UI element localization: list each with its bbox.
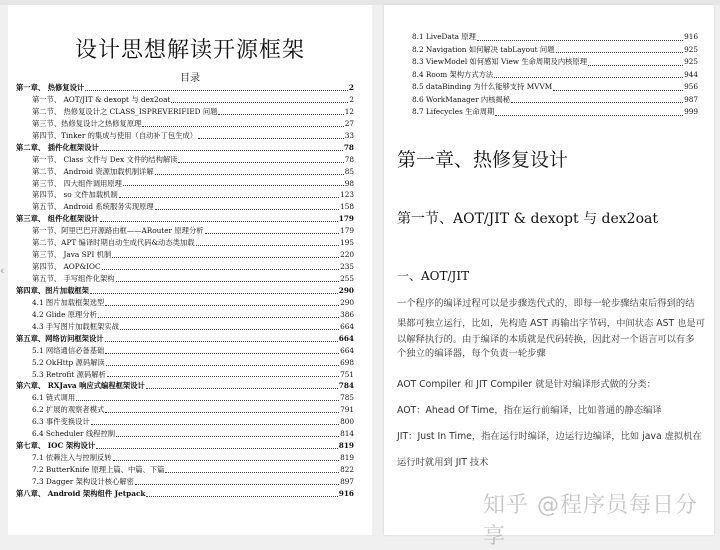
toc-entry-title: 7.1 依赖注入与控制反转 — [32, 453, 112, 463]
toc-section-entry[interactable] — [16, 416, 354, 428]
toc-leader-dots — [105, 404, 339, 413]
toc-entry-title: 8.6 WorkManager 内核揭秘 — [412, 94, 511, 104]
toc-section-entry[interactable] — [16, 178, 354, 190]
toc-entry-title: 4.2 Glide 原理分析 — [32, 309, 97, 319]
toc-entry-title: 8.4 Room 架构方式方法 — [412, 69, 494, 79]
toc-entry-title: 第五节、 手写组件化架构 — [32, 274, 115, 283]
toc-page-number: 123 — [340, 190, 354, 200]
toc-entry-title: 8.1 LiveData 原理 — [412, 32, 476, 41]
toc-entry-title: 6.2 扩展的观察者模式 — [32, 405, 105, 415]
toc-leader-dots — [113, 452, 339, 461]
previous-page-icon[interactable]: ‹ — [0, 264, 5, 277]
toc-heading: 目录 — [180, 73, 200, 84]
toc-entry-title: 第七章、 IOC 架构设计 — [16, 441, 96, 451]
toc-leader-dots — [76, 392, 339, 401]
toc-entry-title: 第四章、图片加载框架 — [16, 285, 89, 295]
toc-page-number: 664 — [340, 321, 354, 331]
toc-chapter-entry[interactable] — [16, 380, 354, 392]
toc-entry-title: 7.2 ButterKnife 原理上篇、中篇、下篇 — [32, 465, 165, 474]
toc-entry-title: 8.5 dataBinding 为什么能够支持 MVVM — [412, 82, 553, 91]
paragraph-line: 一个程序的编译过程可以是步骤迭代式的，即每一轮步骤结束后得到的结 — [397, 298, 695, 309]
toc-leader-dots — [107, 369, 339, 378]
toc-leader-dots — [85, 82, 348, 91]
toc-section-entry[interactable] — [16, 452, 354, 464]
toc-leader-dots — [511, 94, 683, 104]
right-page — [384, 5, 714, 535]
toc-section-entry[interactable] — [412, 56, 698, 69]
watermark: 知乎 @程序员每日分享 — [483, 493, 698, 549]
toc-page-number: 987 — [684, 94, 698, 104]
toc-section-entry[interactable] — [412, 44, 698, 57]
toc-entry-title: 8.2 Navigation 如何解决 tabLayout 问题 — [412, 44, 555, 54]
toc-section-entry[interactable] — [16, 357, 354, 369]
toc-leader-dots — [556, 44, 684, 54]
toc-leader-dots — [105, 345, 339, 354]
toc-page-number: 897 — [340, 476, 354, 486]
toc-leader-dots — [588, 56, 683, 66]
toc-leader-dots — [102, 261, 339, 270]
toc-section-entry[interactable] — [16, 309, 354, 321]
toc-leader-dots — [116, 428, 339, 437]
toc-entry-title: 第一节、阿里巴巴开源路由框——ARouter 原理分析 — [32, 226, 204, 236]
chapter-heading: 第一章、热修复设计 — [397, 149, 569, 171]
toc-section-entry[interactable] — [412, 69, 698, 82]
toc-chapter-entry[interactable] — [16, 440, 354, 452]
toc-page-number: 158 — [340, 202, 354, 212]
toc-leader-dots — [116, 273, 339, 282]
aot-line: AOT：Ahead Of Time，指在运行前编译，比如普通的静态编译 — [397, 405, 662, 416]
toc-leader-dots — [165, 464, 339, 473]
toc-page-number: 751 — [340, 369, 354, 379]
toc-leader-dots — [120, 321, 339, 330]
toc-chapter-entry[interactable] — [16, 285, 354, 297]
toc-chapter-entry[interactable] — [16, 82, 354, 94]
toc-entry-title: 第二章、 插件化框架设计 — [16, 142, 99, 152]
jit-line-2: 运行时就用到 JIT 技术 — [397, 457, 489, 468]
toc-leader-dots — [146, 380, 338, 389]
jit-line-1: JIT：Just In Time，指在运行时编译，边运行边编译，比如 java 虚拟机在 — [397, 431, 702, 442]
toc-section-entry[interactable] — [412, 31, 698, 44]
toc-leader-dots — [495, 106, 683, 116]
toc-entry-title: 第二节、 Android 资源加载机制详解 — [32, 166, 154, 176]
toc-page-number: 255 — [340, 274, 354, 283]
paragraph-line: 果都可独立运行，比如，先构造 AST 再输出字节码，中间状态 AST 也是可 — [397, 317, 706, 329]
toc-page-number: 12 — [344, 106, 354, 116]
toc-page-number: 791 — [340, 405, 354, 415]
toc-page-number: 386 — [340, 309, 354, 319]
toc-page-number: 78 — [343, 142, 354, 152]
toc-page-number: 179 — [338, 214, 354, 224]
table-of-contents-continued — [412, 31, 698, 119]
toc-leader-dots — [146, 488, 337, 497]
toc-entry-title: 第二节、APT 编译时期自动生成代码&动态类加载 — [32, 238, 195, 248]
toc-leader-dots — [198, 130, 344, 139]
toc-chapter-entry[interactable] — [16, 333, 354, 345]
toc-section-entry[interactable] — [412, 106, 698, 119]
toc-section-entry[interactable] — [16, 273, 354, 285]
sub-heading: 一、AOT/JIT — [397, 269, 470, 283]
toc-entry-title: 第五章、网络访问框架设计 — [16, 333, 104, 343]
toc-entry-title: 7.3 Dagger 架构设计核心解密 — [32, 476, 134, 486]
toc-chapter-entry[interactable] — [16, 213, 354, 225]
toc-page-number: 698 — [340, 357, 354, 367]
toc-entry-title: 4.3 手写图片加载框架实战 — [32, 321, 119, 331]
toc-page-number: 819 — [340, 453, 354, 463]
toc-page-number: 220 — [340, 250, 354, 260]
toc-page-number: 2 — [349, 94, 354, 104]
toc-section-entry[interactable] — [16, 404, 354, 416]
toc-section-entry[interactable] — [16, 154, 354, 166]
toc-page-number: 800 — [340, 417, 354, 427]
toc-leader-dots — [106, 357, 339, 366]
toc-page-number: 925 — [684, 44, 698, 54]
toc-page-number: 27 — [344, 118, 354, 128]
toc-chapter-entry[interactable] — [16, 142, 354, 154]
toc-section-entry[interactable] — [16, 130, 354, 142]
toc-section-entry[interactable] — [16, 106, 354, 118]
toc-page-number: 290 — [338, 285, 354, 295]
toc-leader-dots — [477, 31, 683, 41]
toc-leader-dots — [155, 166, 344, 175]
toc-leader-dots — [135, 476, 339, 485]
toc-entry-title: 6.4 Scheduler 线程控制 — [32, 429, 116, 439]
toc-entry-title: 第八章、 Android 架构组件 Jetpack — [16, 488, 146, 498]
body-paragraph — [397, 294, 707, 361]
table-of-contents — [16, 82, 354, 500]
toc-leader-dots — [553, 81, 683, 91]
toc-page-number: 235 — [340, 262, 354, 272]
toc-leader-dots — [196, 237, 340, 246]
toc-leader-dots — [142, 118, 343, 127]
toc-leader-dots — [96, 440, 338, 449]
toc-page-number: 195 — [340, 238, 354, 248]
toc-page-number: 785 — [340, 393, 354, 403]
toc-entry-title: 第六章、 RXJava 响应式编程框架设计 — [16, 381, 145, 391]
toc-page-number: 784 — [338, 381, 354, 391]
document-title: 设计思想解读开源框架 — [74, 38, 305, 63]
toc-page-number: 664 — [340, 345, 354, 355]
toc-page-number: 916 — [338, 488, 354, 498]
toc-leader-dots — [91, 416, 339, 425]
toc-leader-dots — [155, 201, 339, 210]
toc-page-number: 916 — [684, 32, 698, 41]
toc-leader-dots — [105, 297, 339, 306]
toc-leader-dots — [98, 309, 339, 318]
toc-leader-dots — [90, 285, 338, 294]
toc-section-entry[interactable] — [16, 345, 354, 357]
toc-entry-title: 8.3 ViewModel 如何感知 View 生命周期及内核原理 — [412, 57, 588, 66]
toc-leader-dots — [100, 213, 338, 222]
toc-entry-title: 5.1 网络通信必备基础 — [32, 345, 105, 355]
toc-page-number: 33 — [344, 130, 354, 140]
toc-leader-dots — [205, 225, 340, 234]
toc-leader-dots — [105, 333, 338, 342]
toc-section-entry[interactable] — [16, 201, 354, 213]
toc-leader-dots — [100, 142, 343, 151]
toc-page-number: 999 — [684, 107, 698, 116]
toc-section-entry[interactable] — [16, 249, 354, 261]
toc-leader-dots — [112, 249, 339, 258]
toc-leader-dots — [178, 154, 343, 163]
toc-entry-title: 5.3 Retrofit 源码解析 — [32, 369, 106, 379]
toc-page-number: 98 — [344, 178, 354, 188]
toc-entry-title: 第四节、 AOP&IOC — [32, 262, 101, 272]
toc-page-number: 822 — [340, 465, 354, 474]
toc-entry-title: 8.7 Lifecycles 生命周期 — [412, 107, 495, 116]
toc-entry-title: 6.3 事件变换设计 — [32, 417, 90, 427]
toc-entry-title: 第二节、 热修复设计之 CLASS_ISPREVERIFIED 问题 — [32, 106, 218, 116]
toc-entry-title: 6.1 链式调用 — [32, 393, 76, 403]
paragraph-line: 以解释执行的。由于编译的本质就是代码转换，因此对一个语言可以有多 — [397, 334, 695, 345]
toc-section-entry[interactable] — [412, 81, 698, 94]
toc-section-entry[interactable] — [16, 94, 354, 106]
toc-section-entry[interactable] — [16, 476, 354, 488]
toc-entry-title: 第一节、 AOT/JIT & dexopt 与 dex2oat — [32, 94, 171, 104]
toc-page-number: 85 — [344, 166, 354, 176]
toc-section-entry[interactable] — [16, 189, 354, 201]
toc-section-entry[interactable] — [16, 392, 354, 404]
toc-page-number: 925 — [684, 57, 698, 66]
toc-entry-title: 第一节、 Class 文件与 Dex 文件的结构解读 — [32, 154, 178, 164]
paragraph-line: 个独立的编译器，每个负责一轮步骤 — [397, 348, 546, 359]
toc-section-entry[interactable] — [412, 94, 698, 107]
toc-page-number: 179 — [340, 226, 354, 236]
toc-leader-dots — [119, 189, 339, 198]
toc-page-number: 956 — [684, 82, 698, 91]
toc-page-number: 664 — [338, 333, 354, 343]
toc-leader-dots — [218, 106, 343, 115]
toc-page-number: 814 — [340, 429, 354, 439]
toc-section-entry[interactable] — [16, 261, 354, 273]
toc-leader-dots — [123, 178, 344, 187]
toc-entry-title: 第五节、 Android 系统服务实现原理 — [32, 202, 154, 212]
toc-leader-dots — [171, 94, 348, 103]
aot-jit-line: AOT Compiler 和 JIT Compiler 就是针对编译形式做的分类： — [397, 379, 656, 390]
toc-page-number: 290 — [340, 297, 354, 307]
toc-entry-title: 5.2 OkHttp 源码解读 — [32, 357, 105, 367]
toc-entry-title: 第三章、 组件化框架设计 — [16, 214, 99, 224]
toc-section-entry[interactable] — [16, 369, 354, 381]
toc-leader-dots — [494, 69, 683, 79]
toc-entry-title: 第四节、Tinker 的集成与使用（自动补丁包生成） — [32, 130, 198, 140]
toc-section-entry[interactable] — [16, 118, 354, 130]
toc-entry-title: 第三节、热修复设计之热修复原理 — [32, 118, 142, 128]
toc-entry-title: 第四节、 so 文件加载机制 — [32, 190, 118, 200]
toc-page-number: 819 — [338, 441, 354, 451]
toc-section-entry[interactable] — [16, 237, 354, 249]
toc-section-entry[interactable] — [16, 321, 354, 333]
toc-page-number: 78 — [344, 154, 354, 164]
toc-page-number: 944 — [684, 69, 698, 79]
toc-section-entry[interactable] — [16, 464, 354, 476]
toc-chapter-entry[interactable] — [16, 488, 354, 500]
toc-entry-title: 第三节、 Java SPI 机制 — [32, 250, 112, 260]
toc-section-entry[interactable] — [16, 166, 354, 178]
toc-entry-title: 4.1 图片加载框架选型 — [32, 297, 105, 307]
toc-page-number: 2 — [348, 83, 354, 92]
toc-section-entry[interactable] — [16, 428, 354, 440]
toc-entry-title: 第一章、 热修复设计 — [16, 83, 85, 92]
toc-entry-title: 第三节、 四大组件调用原理 — [32, 178, 122, 188]
section-heading: 第一节、AOT/JIT & dexopt 与 dex2oat — [397, 211, 658, 227]
toc-section-entry[interactable] — [16, 225, 354, 237]
left-page — [8, 5, 372, 535]
toc-section-entry[interactable] — [16, 297, 354, 309]
